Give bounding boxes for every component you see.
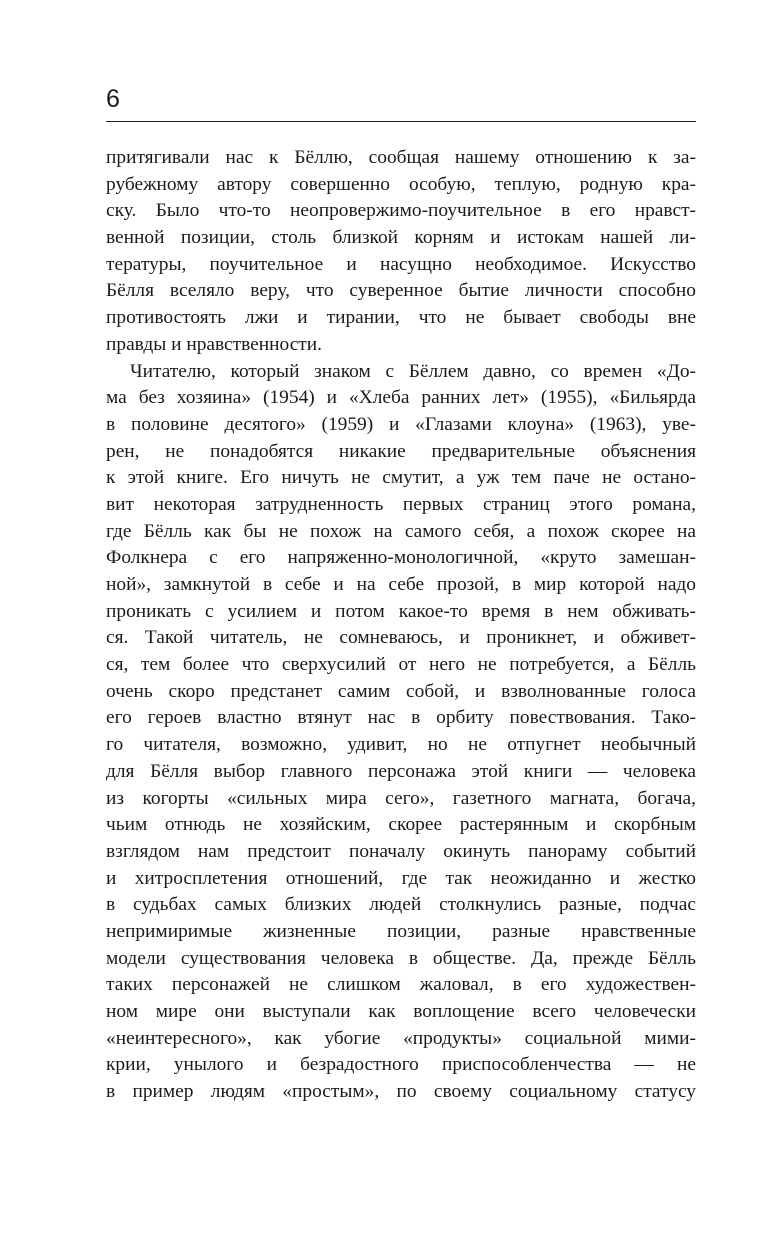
text-line: ся. Такой читатель, не сомневаюсь, и проникнет, и обживет- [106,627,696,649]
text-line: к этой книге. Его ничуть не смутит, а уж тем паче не остано- [106,467,696,489]
text-line: рубежному автору совершенно особую, теплую, родную кра- [106,173,696,195]
text-line: крии, унылого и безрадостного приспособленчества — не [106,1054,696,1076]
text-line: вит некоторая затрудненность первых страниц этого романа, [106,493,696,515]
text-line: Бёлля вселяло веру, что суверенное бытие личности способно [106,280,696,302]
text-line: ся, тем более что сверхусилий от него не потребуется, а Бёлль [106,654,696,676]
text-line: рен, не понадобятся никакие предварительные объяснения [106,440,696,462]
text-line: чьим отнюдь не хозяйским, скорее растерянным и скорбным [106,814,696,836]
paragraph-1 [106,145,696,359]
text-line: взглядом нам предстоит поначалу окинуть панораму событий [106,840,696,862]
text-line: Фолкнера с его напряженно-монологичной, «круто замешан- [106,547,696,569]
text-line: противостоять лжи и тирании, что не бывает свободы вне [106,307,696,329]
text-line: тературы, поучительное и насущно необходимое. Искусство [106,253,696,275]
text-line: «неинтересного», как убогие «продукты» социальной мими- [106,1027,696,1049]
text-line: из когорты «сильных мира сего», газетного магната, богача, [106,787,696,809]
text-line: модели существования человека в обществе. Да, прежде Бёлль [106,947,696,969]
text-line: очень скоро предстанет самим собой, и взволнованные голоса [106,680,696,702]
text-line: венной позиции, столь близкой корням и истокам нашей ли- [106,227,696,249]
text-line: для Бёлля выбор главного персонажа этой книги — человека [106,760,696,782]
text-line: ной», замкнутой в себе и на себе прозой, в мир которой надо [106,574,696,595]
text-line: непримиримые жизненные позиции, разные нравственные [106,920,696,942]
text-body [106,145,696,1106]
header-rule [106,121,696,122]
text-line: ску. Было что-то неопровержимо-поучительное в его нравст- [106,200,696,222]
text-line: и хитросплетения отношений, где так неожиданно и жестко [106,867,696,889]
text-line: таких персонажей не слишком жаловал, в его художествен- [106,974,696,996]
text-line: ном мире они выступали как воплощение всего человечески [106,1001,696,1022]
text-line: Читателю, который знаком с Бёллем давно, со времен «До- [130,360,696,382]
text-line: проникать с усилием и потом какое-то время в нем обживать- [106,600,696,622]
text-line: где Бёлль как бы не похож на самого себя, а похож скорее на [106,520,696,542]
text-line: в пример людям «простым», по своему социальному статусу [106,1081,696,1103]
text-line: правды и нравственности. [106,333,323,355]
text-line: в судьбах самых близких людей столкнулись разные, подчас [106,894,696,916]
text-line: его героев властно втянут нас в орбиту повествования. Тако- [106,707,696,729]
text-line: ма без хозяина» (1954) и «Хлеба ранних лет» (1955), «Бильярда [106,387,696,409]
text-line: го читателя, возможно, удивит, но не отпугнет необычный [106,734,696,756]
page-number: 6 [106,85,120,113]
text-line: притягивали нас к Бёллю, сообщая нашему отношению к за- [106,147,696,168]
text-line: в половине десятого» (1959) и «Глазами клоуна» (1963), уве- [106,413,696,435]
paragraph-2 [106,359,696,1106]
